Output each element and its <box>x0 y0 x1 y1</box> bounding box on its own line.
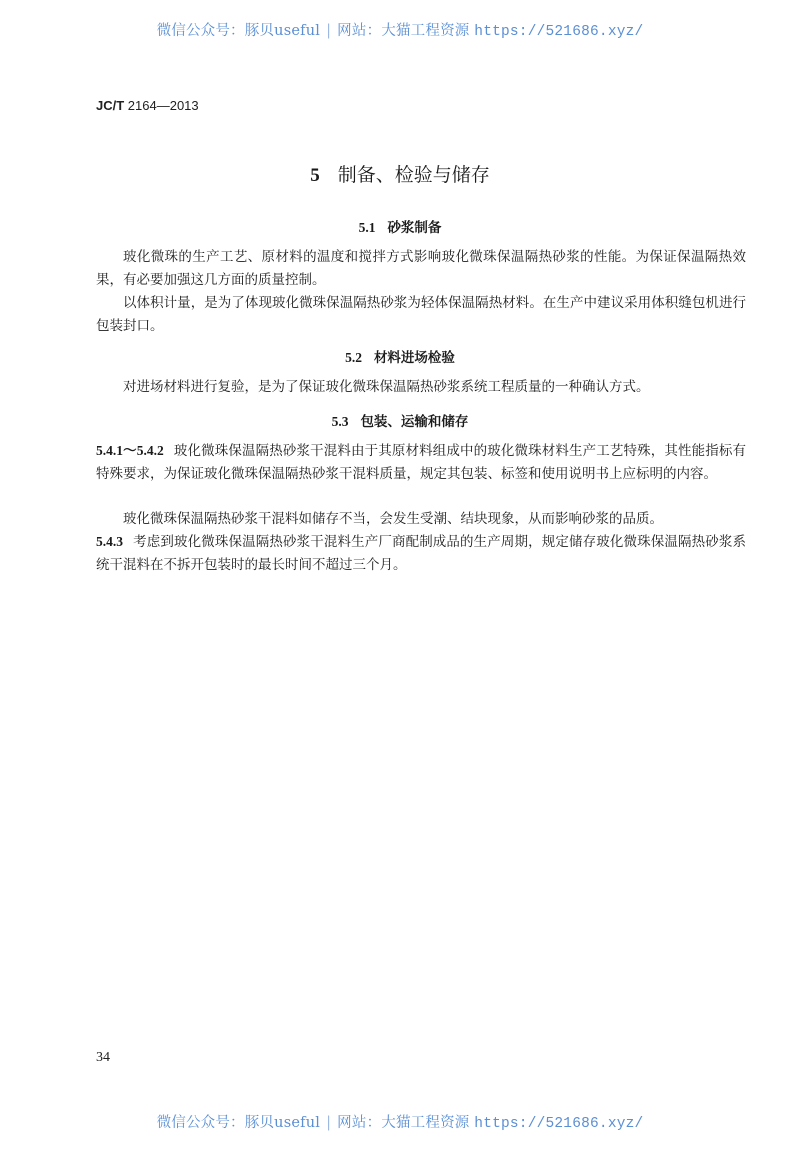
watermark-separator: | <box>326 23 332 39</box>
chapter-number: 5 <box>310 165 320 186</box>
watermark-site-label: 网站：大猫工程资源 <box>337 1115 470 1131</box>
section-number: 5.2 <box>345 350 362 365</box>
standard-code <box>96 98 199 113</box>
chapter-heading <box>0 160 800 187</box>
paragraph: 以体积计量，是为了体现玻化微珠保温隔热砂浆为轻体保温隔热材料。在生产中建议采用体积缝包机进行包装封口。 <box>96 295 746 334</box>
watermark-wechat-label: 微信公众号：豚贝useful <box>156 23 321 39</box>
watermark-wechat-label: 微信公众号：豚贝useful <box>156 1115 321 1131</box>
chapter-title: 制备、检验与储存 <box>337 164 490 186</box>
section-title: 材料进场检验 <box>373 350 455 366</box>
paragraph: 玻化微珠的生产工艺、原材料的温度和搅拌方式影响玻化微珠保温隔热砂浆的性能。为保证保温隔热效果，有必要加强这几方面的质量控制。 <box>96 249 746 288</box>
watermark-url: https://521686.xyz/ <box>474 1116 644 1132</box>
clause-text: 玻化微珠保温隔热砂浆干混料由于其原材料组成中的玻化微珠材料生产工艺特殊，其性能指标有特殊要求，为保证玻化微珠保温隔热砂浆干混料质量，规定其包装、标签和使用说明书上应标明的内容。 <box>96 443 746 482</box>
section-title: 包装、运输和储存 <box>360 414 469 430</box>
watermark-site-label: 网站：大猫工程资源 <box>337 23 470 39</box>
clause-paragraph <box>96 531 746 576</box>
clause-number: 5.4.1～5.4.2 <box>96 443 164 458</box>
standard-prefix: JC/T <box>96 98 125 113</box>
paragraph: 对进场材料进行复验，是为了保证玻化微珠保温隔热砂浆系统工程质量的一种确认方式。 <box>123 379 650 395</box>
clause-paragraph <box>96 440 746 485</box>
section-heading-5-2 <box>0 346 800 366</box>
paragraph: 玻化微珠保温隔热砂浆干混料如储存不当，会发生受潮、结块现象，从而影响砂浆的品质。 <box>123 511 663 527</box>
clause-number: 5.4.3 <box>96 534 123 549</box>
section-title: 砂浆制备 <box>387 220 442 236</box>
clause-text: 考虑到玻化微珠保温隔热砂浆干混料生产厂商配制成品的生产周期，规定储存玻化微珠保温隔热砂浆系统干混料在不拆开包装时的最长时间不超过三个月。 <box>96 534 746 573</box>
watermark-url: https://521686.xyz/ <box>474 24 644 40</box>
watermark-bottom <box>0 1111 800 1132</box>
watermark-separator: | <box>326 1115 332 1131</box>
section-number: 5.1 <box>358 220 376 235</box>
standard-number: 2164—2013 <box>127 98 199 113</box>
section-heading-5-1 <box>0 216 800 236</box>
watermark-top <box>0 19 800 40</box>
section-number: 5.3 <box>331 414 349 429</box>
section-heading-5-3 <box>0 410 800 430</box>
page-number: 34 <box>96 1050 110 1065</box>
